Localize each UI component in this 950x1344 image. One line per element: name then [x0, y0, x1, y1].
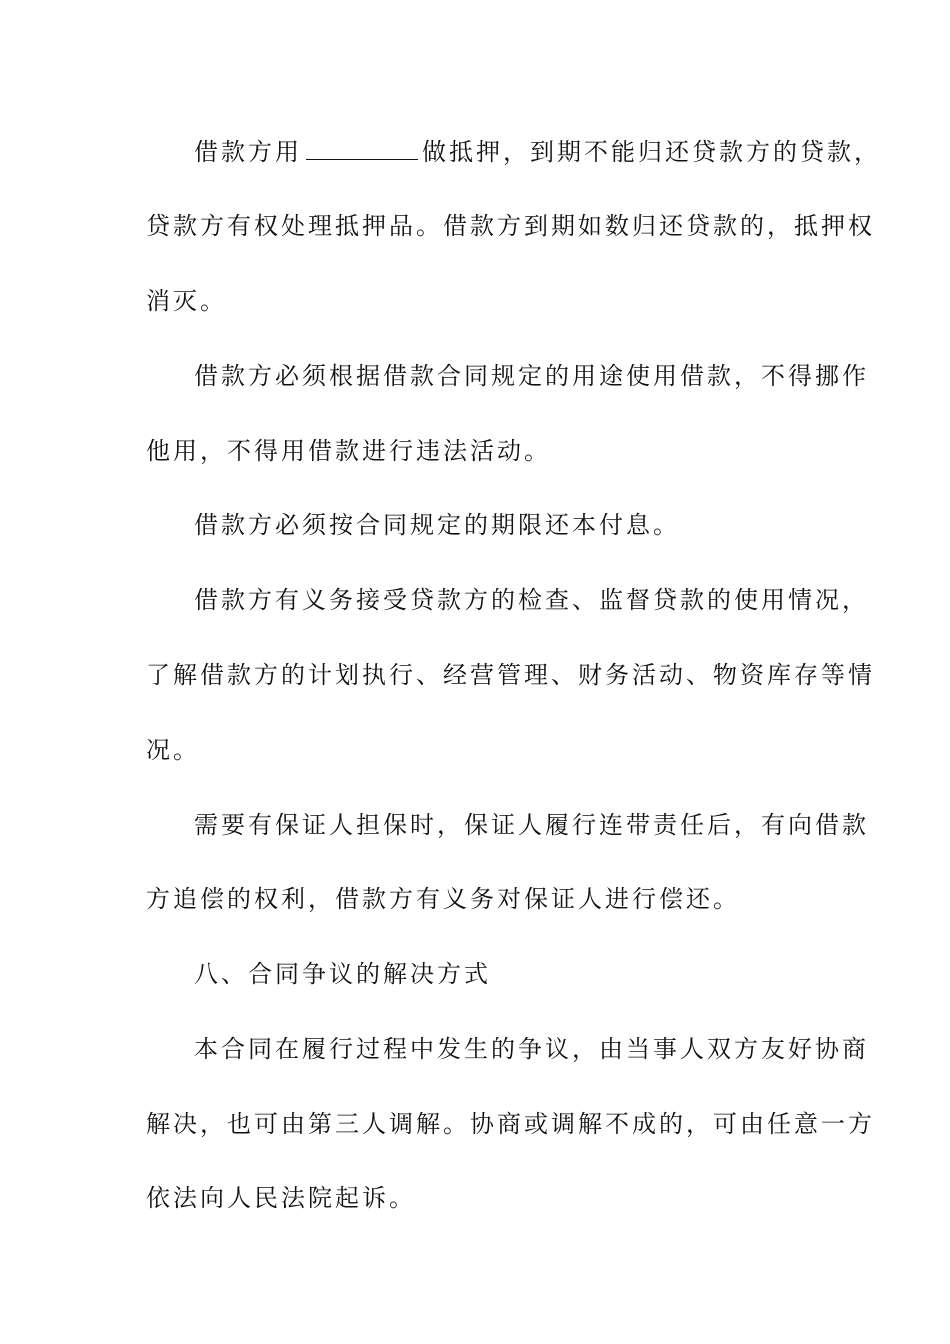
paragraph-3-line-1: 借款方必须按合同规定的期限还本付息。 — [194, 511, 680, 539]
section-heading: 八、合同争议的解决方式 — [194, 960, 491, 988]
paragraph-4-line-1: 借款方有义务接受贷款方的检查、监督贷款的使用情况， — [194, 586, 869, 614]
paragraph-7-line-3: 依法向人民法院起诉。 — [146, 1184, 416, 1212]
paragraph-4-line-2: 了解借款方的计划执行、经营管理、财务活动、物资库存等情 — [146, 661, 875, 689]
text-segment: 做抵押，到期不能归还贷款方的贷款， — [422, 138, 881, 166]
text-segment: 借款方用 — [194, 138, 302, 166]
paragraph-7-line-1: 本合同在履行过程中发生的争议，由当事人双方友好协商 — [194, 1035, 869, 1063]
paragraph-1-line-1 — [194, 132, 881, 172]
paragraph-4-line-3: 况。 — [146, 736, 200, 764]
fill-in-blank — [306, 158, 418, 160]
paragraph-2-line-1: 借款方必须根据借款合同规定的用途使用借款，不得挪作 — [194, 362, 869, 390]
paragraph-5-line-2: 方追偿的权利，借款方有义务对保证人进行偿还。 — [146, 885, 740, 913]
paragraph-1-line-3: 消灭。 — [146, 287, 227, 315]
paragraph-7-line-2: 解决，也可由第三人调解。协商或调解不成的，可由任意一方 — [146, 1110, 875, 1138]
paragraph-5-line-1: 需要有保证人担保时，保证人履行连带责任后，有向借款 — [194, 811, 869, 839]
paragraph-1-line-2: 贷款方有权处理抵押品。借款方到期如数归还贷款的，抵押权 — [146, 212, 875, 240]
paragraph-2-line-2: 他用，不得用借款进行违法活动。 — [146, 437, 551, 465]
